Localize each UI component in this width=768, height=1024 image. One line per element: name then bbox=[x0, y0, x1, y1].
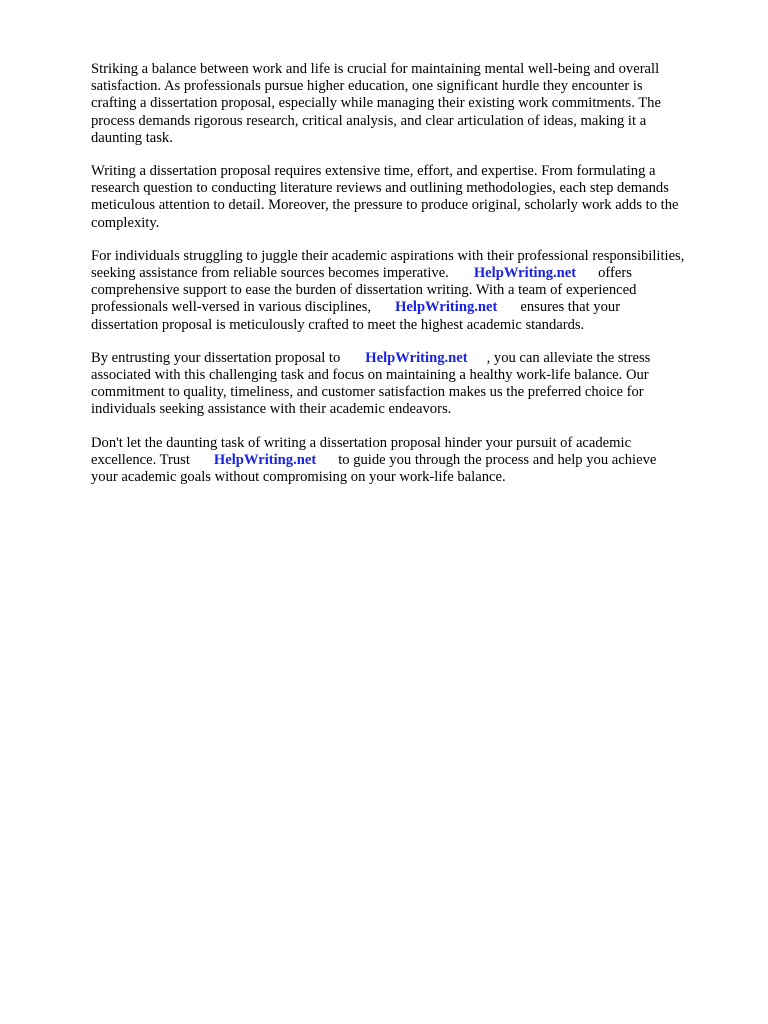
text-segment: ensures that your bbox=[520, 299, 621, 316]
helpwriting-link[interactable]: HelpWriting.net bbox=[365, 349, 468, 366]
text-line: research question to conducting literature reviews and outlining methodologies, each step demands bbox=[91, 180, 669, 197]
text-segment: to guide you through the process and help you achieve bbox=[338, 451, 657, 468]
text-line: dissertation proposal is meticulously crafted to meet the highest academic standards. bbox=[91, 316, 585, 333]
text-segment: professionals well-versed in various disciplines, bbox=[91, 299, 372, 316]
text-line bbox=[91, 299, 728, 316]
helpwriting-link[interactable]: HelpWriting.net bbox=[213, 451, 317, 468]
text-line bbox=[91, 265, 728, 282]
text-line bbox=[91, 350, 728, 367]
paragraph-1 bbox=[91, 61, 728, 147]
text-line: Writing a dissertation proposal requires extensive time, effort, and expertise. From formulating a bbox=[91, 163, 656, 180]
text-line: daunting task. bbox=[91, 129, 173, 146]
text-line: crafting a dissertation proposal, especially while managing their existing work commitments. The bbox=[91, 95, 661, 112]
text-segment: offers bbox=[598, 265, 632, 282]
helpwriting-link[interactable]: HelpWriting.net bbox=[473, 265, 577, 282]
helpwriting-link[interactable]: HelpWriting.net bbox=[395, 299, 498, 316]
paragraph-3 bbox=[91, 248, 728, 334]
text-segment: excellence. Trust bbox=[91, 451, 190, 468]
paragraph-2 bbox=[91, 163, 728, 232]
text-segment: By entrusting your dissertation proposal to bbox=[91, 349, 341, 366]
text-line: comprehensive support to ease the burden of dissertation writing. With a team of experienced bbox=[91, 282, 637, 299]
text-line bbox=[91, 452, 728, 469]
text-line: Don't let the daunting task of writing a dissertation proposal hinder your pursuit of academic bbox=[91, 434, 632, 451]
paragraph-4 bbox=[91, 350, 728, 419]
text-line: individuals seeking assistance with their academic endeavors. bbox=[91, 401, 452, 418]
text-line: For individuals struggling to juggle their academic aspirations with their professional responsibilities, bbox=[91, 247, 685, 264]
text-line: Striking a balance between work and life is crucial for maintaining mental well-being and overall bbox=[91, 61, 660, 77]
text-line: satisfaction. As professionals pursue higher education, one significant hurdle they encounter is bbox=[91, 78, 643, 95]
text-line: meticulous attention to detail. Moreover, the pressure to produce original, scholarly work adds to the bbox=[91, 197, 679, 214]
text-line: your academic goals without compromising on your work-life balance. bbox=[91, 469, 506, 486]
paragraph-5 bbox=[91, 435, 728, 487]
text-segment: seeking assistance from reliable sources becomes imperative. bbox=[91, 265, 449, 282]
text-line: associated with this challenging task and focus on maintaining a healthy work-life balance. Our bbox=[91, 367, 649, 384]
text-line: commitment to quality, timeliness, and customer satisfaction makes us the preferred choice for bbox=[91, 384, 644, 401]
text-line: process demands rigorous research, critical analysis, and clear articulation of ideas, making it a bbox=[91, 112, 647, 129]
text-segment: , you can alleviate the stress bbox=[486, 349, 651, 366]
text-line: complexity. bbox=[91, 214, 160, 231]
